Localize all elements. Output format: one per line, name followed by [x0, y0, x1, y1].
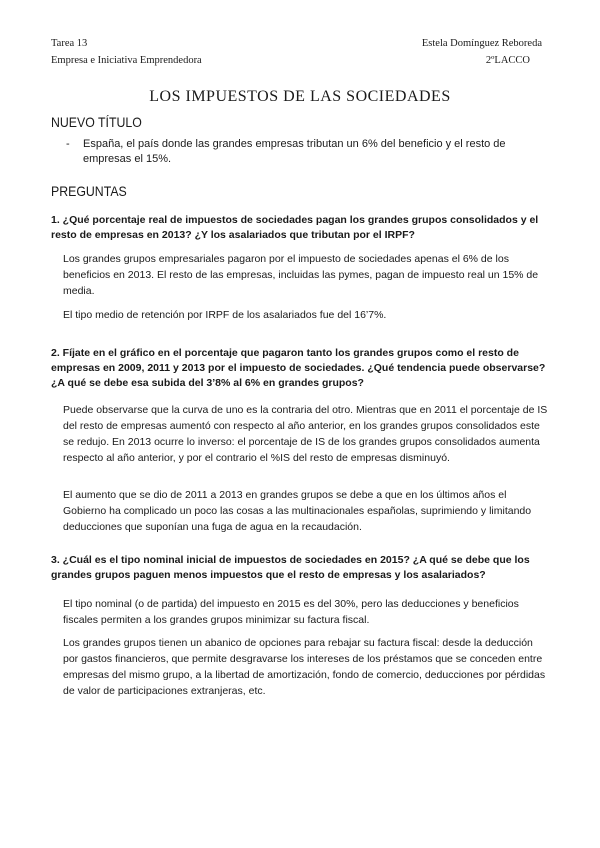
answer-2-paragraph-2: El aumento que se dio de 2011 a 2013 en grandes grupos se debe a que en los últimos años el Gobierno ha complicado un poco las cosas a las multinacionales españolas, suprimiendo y limitando deducciones que suponían una fuga de agua en la recaudación.: [63, 489, 532, 533]
answer-3-paragraph-1: El tipo nominal (o de partida) del impuesto en 2015 es del 30%, pero las deducciones y beneficios fiscales permiten a los grandes grupos minimizar su factura fiscal.: [63, 598, 519, 626]
document-header: [51, 38, 542, 72]
question-1: 1. ¿Qué porcentaje real de impuestos de sociedades pagan los grandes grupos consolidados y el resto de empresas en 2013? ¿Y los asalariados que tributan por el IRPF?: [51, 214, 539, 241]
group-label: 2ºLACCO: [485, 55, 530, 66]
bullet-dash: -: [66, 138, 70, 150]
question-3: 3. ¿Cuál es el tipo nominal inicial de impuestos de sociedades en 2015? ¿A qué se debe que los grandes grupos paguen menos impuestos que el resto de empresas y los asalariados?: [51, 554, 530, 581]
document-title: LOS IMPUESTOS DE LAS SOCIEDADES: [149, 88, 451, 105]
bullet-text: España, el país donde las grandes empresas tributan un 6% del beneficio y el resto de empresas el 15%.: [83, 138, 506, 165]
answer-2-paragraph-1: Puede observarse que la curva de uno es la contraria del otro. Mientras que en 2011 el porcentaje de IS del resto de empresas aumentó con respecto al año anterior, en los grandes grupos consolidados este se redujo. En 2013 ocurre lo inverso: el porcentaje de IS de los grandes grupos consolidados aumenta respecto al año anterior, y por el contrario el %IS del resto de empresas disminuyó.: [63, 404, 548, 464]
answer-3-paragraph-2: Los grandes grupos tienen un abanico de opciones para rebajar su factura fiscal: desde la deducción por gastos financieros, que permite desgravarse los intereses de los préstamos que se conceden entre empresas del mismo grupo, a la libertad de amortización, fondo de comercio, deducciones por pérdidas de valor de participaciones extranjeras, etc.: [63, 637, 546, 697]
question-2: 2. Fíjate en el gráfico en el porcentaje que pagaron tanto los grandes grupos como el resto de empresas en 2009, 2011 y 2013 por el impuesto de sociedades. ¿Qué tendencia puede observarse? ¿A qué se debe esa subida del 3’8% al 6% en grandes grupos?: [51, 347, 546, 389]
section-heading-questions: PREGUNTAS: [51, 183, 127, 199]
bullet-item: [66, 137, 536, 167]
author-name: Estela Domínguez Reboreda: [421, 38, 542, 49]
answer-1-paragraph-2: El tipo medio de retención por IRPF de los asalariados fue del 16’7%.: [63, 309, 387, 321]
answer-1-paragraph-1: Los grandes grupos empresariales pagaron por el impuesto de sociedades apenas el 6% de los beneficios en 2013. El resto de las empresas, incluidas las pymes, pagan de impuesto real un 15% de media.: [63, 253, 539, 297]
assignment-label: Tarea 13: [51, 38, 88, 49]
subject-name: Empresa e Iniciativa Emprendedora: [51, 55, 202, 66]
section-heading-new-title: NUEVO TÍTULO: [51, 114, 142, 130]
